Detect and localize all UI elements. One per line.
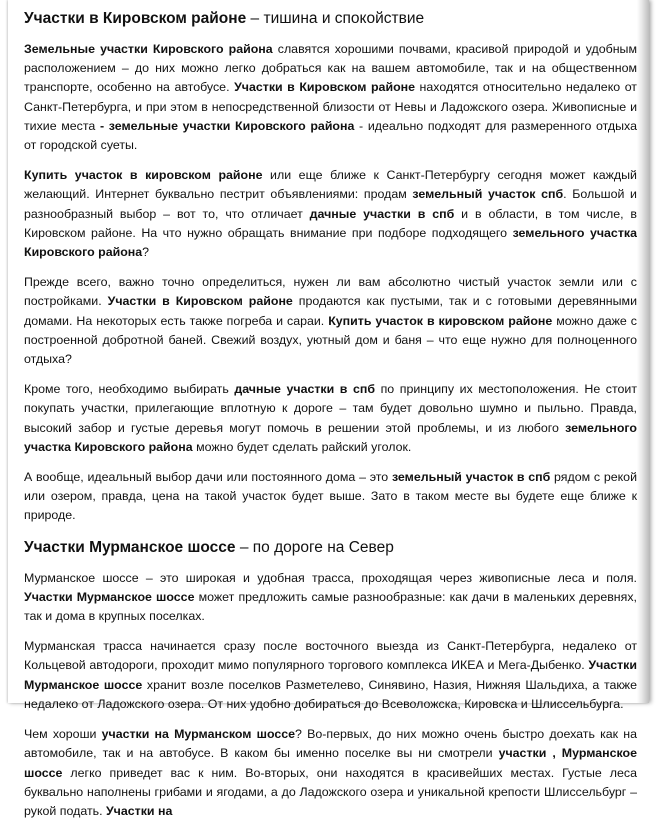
document-page xyxy=(8,0,649,818)
page-edge-shadow xyxy=(637,0,649,703)
section-heading-kirovsky: Участки в Кировском районе – тишина и спокойствие xyxy=(24,10,425,27)
paragraph: Чем хороши участки на Мурманском шоссе? Во-первых, до них можно очень быстро доехать как на автомобиле, так и на автобусе. В каком бы именно поселке вы ни смотрели участки , Мурманское шоссе легко приведет вас к ним. Во-вторых, они находятся в красивейших местах. Густые леса буквально наполнены грибами и ягодами, а до Ладожского озера и уникальной крепости Шлиссельбург – рукой подать. Участки на xyxy=(24,727,637,818)
section-heading-murmansk: Участки Мурманское шоссе – по дороге на Север xyxy=(24,538,394,556)
paragraph: Прежде всего, важно точно определиться, нужен ли вам абсолютно чистый участок земли или с постройками. Участки в Кировском районе продаются как пустыми, так и с готовыми деревянными домами. На некоторых есть также погреба и сараи. Купить участок в кировском районе можно даже с построенной добротной баней. Свежий воздух, уютный дом и баня – что еще нужно для полноценного отдыха? xyxy=(24,275,637,367)
paragraph: Земельные участки Кировского района славятся хорошими почвами, красивой природой и удобным расположением – до них можно легко добраться как на вашем автомобиле, так и на общественном транспорте, особенно на автобусе. Участки в Кировском районе находятся относительно недалеко от Санкт-Петербурга, и при этом в непосредственной близости от Невы и Ладожского озера. Живописные и тихие места - земельные участки Кировского района - идеально подходят для размеренного отдыха от городской суеты. xyxy=(24,42,637,153)
paragraph: Мурманское шоссе – это широкая и удобная трасса, проходящая через живописные леса и поля. Участки Мурманское шоссе может предложить самые разнообразные: как дачи в маленьких деревнях, так и дома в крупных поселках. xyxy=(24,570,637,624)
paragraph: Мурманская трасса начинается сразу после восточного выезда из Санкт-Петербурга, недалеко от Кольцевой автодороги, проходит мимо популярного торгового комплекса ИКЕА и Мега-Дыбенко. Участки Мурманское шоссе хранит возле поселков Разметелево, Синявино, Назия, Нижняя Шальдиха, а также недалеко от Ладожского озера. От них удобно добираться до Всеволожска, Кировска и Шлиссельбурга. xyxy=(24,639,637,711)
paragraph: Кроме того, необходимо выбирать дачные участки в спб по принципу их местоположения. Не стоит покупать участки, прилегающие вплотную к дороге – там будет довольно шумно и пыльно. Правда, высокий забор и густые деревья могут помочь в решении этой проблемы, и из любого земельного участка Кировского района можно будет сделать райский уголок. xyxy=(24,382,637,454)
paragraph: А вообще, идеальный выбор дачи или постоянного дома – это земельный участок в спб рядом с рекой или озером, правда, цена на такой участок будет выше. Зато в таком месте вы будете еще ближе к природе. xyxy=(24,470,637,523)
document-content xyxy=(8,0,649,821)
paragraph: Купить участок в кировском районе или еще ближе к Санкт-Петербургу сегодня может каждый желающий. Интернет буквально пестрит объявлениями: продам земельный участок спб. Большой и разнообразный выбор – вот то, что отличает дачные участки в спб и в области, в том числе, в Кировском районе. На что нужно обращать внимание при подборе подходящего земельного участка Кировского района? xyxy=(24,168,638,260)
